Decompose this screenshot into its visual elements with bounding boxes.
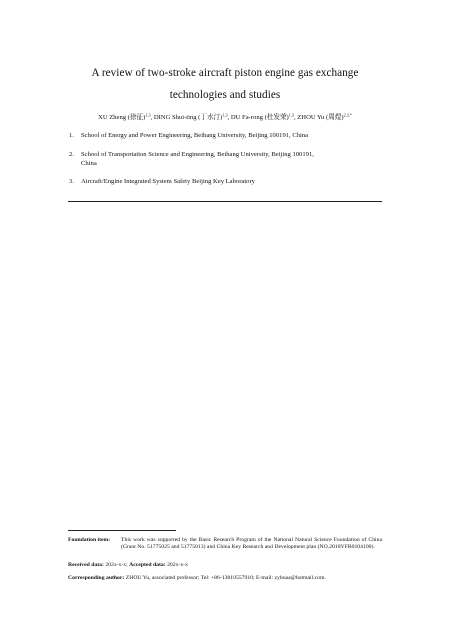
author-list xyxy=(40,113,410,122)
author-affiliation-marker: 1,3 xyxy=(288,112,294,118)
affiliation-text: School of Energy and Power Engineering, Beihang University, Beijing 100191, China xyxy=(81,132,309,139)
author-separator: , xyxy=(293,114,298,121)
paper-title-line-1: A review of two-stroke aircraft piston engine gas exchange xyxy=(91,67,359,79)
author-name: ZHOU Yu (周煜) xyxy=(297,114,344,121)
paper-title-line-2: technologies and studies xyxy=(169,89,281,101)
affiliation-1 xyxy=(69,131,384,140)
affiliation-text: Aircraft/Engine Integrated System Safety Beijing Key Laboratory xyxy=(81,178,255,185)
foundation-text: This work was supported by the Basic Research Program of the National Natural Science Foundation of China (Grant No. 51775025 and 51775013) and China Key Research and Development plan (NO.2018YFB0104100). xyxy=(121,537,382,551)
corresponding-label: Corresponding author: xyxy=(68,575,125,581)
author-name: DU Fa-rong (杜发荣) xyxy=(230,114,289,121)
footnote-dates xyxy=(68,562,382,569)
author-affiliation-marker: 1,3 xyxy=(145,112,151,118)
foundation-label: Foundation item: xyxy=(68,537,111,543)
footnote-corresponding xyxy=(68,575,382,582)
affiliation-number: 3. xyxy=(69,178,74,185)
footnote-divider xyxy=(68,530,176,531)
affiliation-3 xyxy=(69,177,384,186)
affiliation-number: 1. xyxy=(69,132,74,139)
received-value: 202x-x-x; xyxy=(103,562,128,568)
author-affiliation-marker: 2,3,* xyxy=(343,112,352,118)
author-separator: , xyxy=(150,114,154,121)
affiliation-text-line-2: China xyxy=(81,160,97,167)
author-name: DING Shui-ting (丁水汀) xyxy=(153,114,223,121)
affiliation-text-line-1: School of Transportation Science and Engineering, Beihang University, Beijing 100191, xyxy=(81,151,314,158)
accepted-label: Accepted data: xyxy=(129,562,166,568)
affiliation-2 xyxy=(69,150,384,168)
accepted-value: 202x-x-x xyxy=(165,562,188,568)
received-label: Received data: xyxy=(68,562,104,568)
footnote-foundation xyxy=(68,537,382,559)
author-name: XU Zheng (徐征) xyxy=(98,114,146,121)
header-divider xyxy=(68,201,382,202)
author-affiliation-marker: 1,3 xyxy=(222,112,228,118)
affiliation-number: 2. xyxy=(69,151,74,158)
author-separator: , xyxy=(227,114,231,121)
corresponding-value: ZHOU Yu, associated professor; Tel: +86-13810557910; E-mail: zybuaa@hotmail.com. xyxy=(124,575,326,581)
